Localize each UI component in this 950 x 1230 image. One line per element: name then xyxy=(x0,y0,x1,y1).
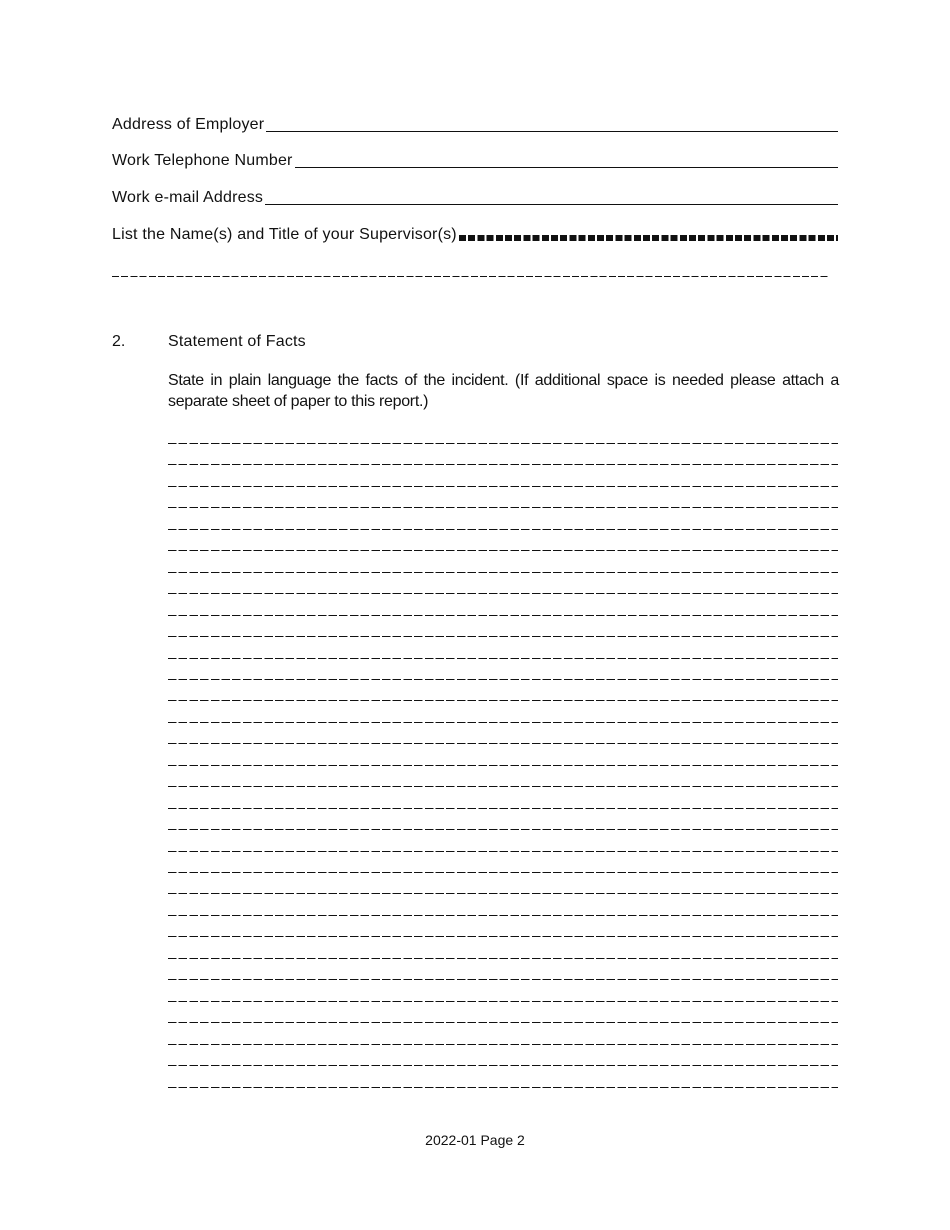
answer-line[interactable] xyxy=(168,486,838,487)
answer-line[interactable] xyxy=(168,572,838,573)
answer-line[interactable] xyxy=(168,679,838,680)
answer-line[interactable] xyxy=(168,615,838,616)
work-telephone-field[interactable] xyxy=(112,148,838,170)
supervisor-continuation-blank[interactable] xyxy=(112,276,828,277)
answer-line[interactable] xyxy=(168,507,838,508)
answer-line[interactable] xyxy=(168,658,838,659)
answer-line[interactable] xyxy=(168,1022,838,1023)
work-email-field[interactable] xyxy=(112,185,838,207)
answer-line[interactable] xyxy=(168,443,838,444)
answer-line[interactable] xyxy=(168,550,838,551)
answer-line[interactable] xyxy=(168,1044,838,1045)
answer-line[interactable] xyxy=(168,979,838,980)
employer-address-blank[interactable] xyxy=(266,109,838,132)
answer-line[interactable] xyxy=(168,851,838,852)
answer-line[interactable] xyxy=(168,872,838,873)
answer-line[interactable] xyxy=(168,722,838,723)
answer-line[interactable] xyxy=(168,1087,838,1088)
answer-line[interactable] xyxy=(168,529,838,530)
answer-line[interactable] xyxy=(168,1001,838,1002)
answer-line[interactable] xyxy=(168,743,838,744)
supervisor-blank[interactable] xyxy=(459,235,838,241)
answer-line[interactable] xyxy=(168,700,838,701)
supervisor-field[interactable] xyxy=(112,222,838,244)
answer-line[interactable] xyxy=(168,1065,838,1066)
section-title: Statement of Facts xyxy=(168,333,306,350)
answer-line[interactable] xyxy=(168,464,838,465)
work-telephone-label: Work Telephone Number xyxy=(112,152,293,169)
answer-line[interactable] xyxy=(168,593,838,594)
answer-line[interactable] xyxy=(168,893,838,894)
work-telephone-blank[interactable] xyxy=(295,145,838,168)
employer-address-field[interactable] xyxy=(112,112,838,134)
answer-line[interactable] xyxy=(168,958,838,959)
answer-line[interactable] xyxy=(168,808,838,809)
answer-line[interactable] xyxy=(168,765,838,766)
answer-line[interactable] xyxy=(168,936,838,937)
work-email-label: Work e-mail Address xyxy=(112,189,264,206)
statement-instructions: State in plain language the facts of the incident. (If additional space is needed please attach a separate sheet of paper to this report.) xyxy=(168,372,839,410)
answer-line[interactable] xyxy=(168,636,838,637)
answer-line[interactable] xyxy=(168,786,838,787)
page-footer: 2022-01 Page 2 xyxy=(425,1132,525,1148)
work-email-blank[interactable] xyxy=(265,182,838,205)
supervisor-label: List the Name(s) and Title of your Supervisor(s) xyxy=(112,226,457,243)
section-number: 2. xyxy=(112,333,126,350)
answer-line[interactable] xyxy=(168,915,838,916)
answer-line[interactable] xyxy=(168,829,838,830)
employer-address-label: Address of Employer xyxy=(112,116,265,133)
